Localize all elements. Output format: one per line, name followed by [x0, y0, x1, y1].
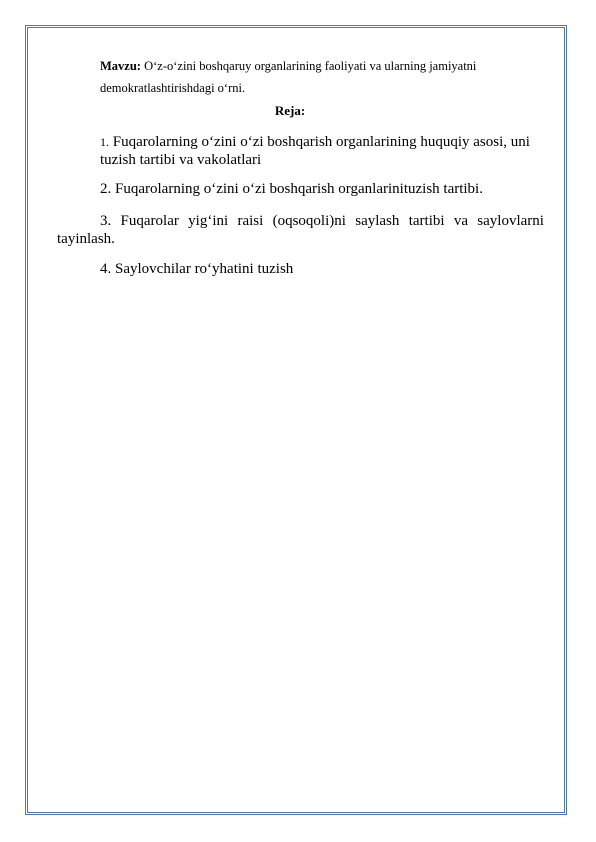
- topic-text: O‘z-o‘zini boshqaruy organlarining faoliyati va ularning jamiyatni demokratlashtirishdagi o‘rni.: [100, 59, 477, 95]
- plan-item-3-word: saylovlarni: [477, 213, 544, 229]
- plan-item-3-word: yig‘ini: [188, 213, 229, 229]
- topic-label: Mavzu:: [100, 59, 141, 73]
- plan-item-3-word: 3.: [100, 213, 112, 229]
- topic-line: [100, 55, 540, 99]
- plan-heading-text: Reja:: [274, 103, 306, 118]
- plan-item-2-text: 2. Fuqarolarning o‘zini o‘zi boshqarish organlarinituzish tartibi.: [100, 181, 483, 197]
- plan-item-3-word: va: [453, 213, 468, 229]
- plan-item-1: [100, 133, 550, 169]
- plan-item-1-text: Fuqarolarning o‘zini o‘zi boshqarish organlarining huquqiy asosi, uni tuzish tartibi va vakolatlari: [100, 134, 530, 168]
- plan-item-3: [57, 212, 544, 248]
- plan-item-3-word: raisi: [237, 213, 264, 229]
- plan-item-3-continuation: tayinlash.: [57, 231, 115, 247]
- plan-item-3-word: saylash: [355, 213, 400, 229]
- plan-item-2: [100, 180, 550, 198]
- plan-item-3-first-line: [57, 212, 544, 230]
- plan-item-3-word: tartibi: [408, 213, 445, 229]
- plan-item-1-number: 1.: [100, 135, 109, 149]
- plan-item-4-text: 4. Saylovchilar ro‘yhatini tuzish: [100, 261, 294, 277]
- plan-item-4: [100, 260, 550, 278]
- plan-item-3-word: (oqsoqoli)ni: [272, 213, 346, 229]
- plan-heading: [0, 103, 596, 119]
- plan-item-3-word: Fuqarolar: [120, 213, 179, 229]
